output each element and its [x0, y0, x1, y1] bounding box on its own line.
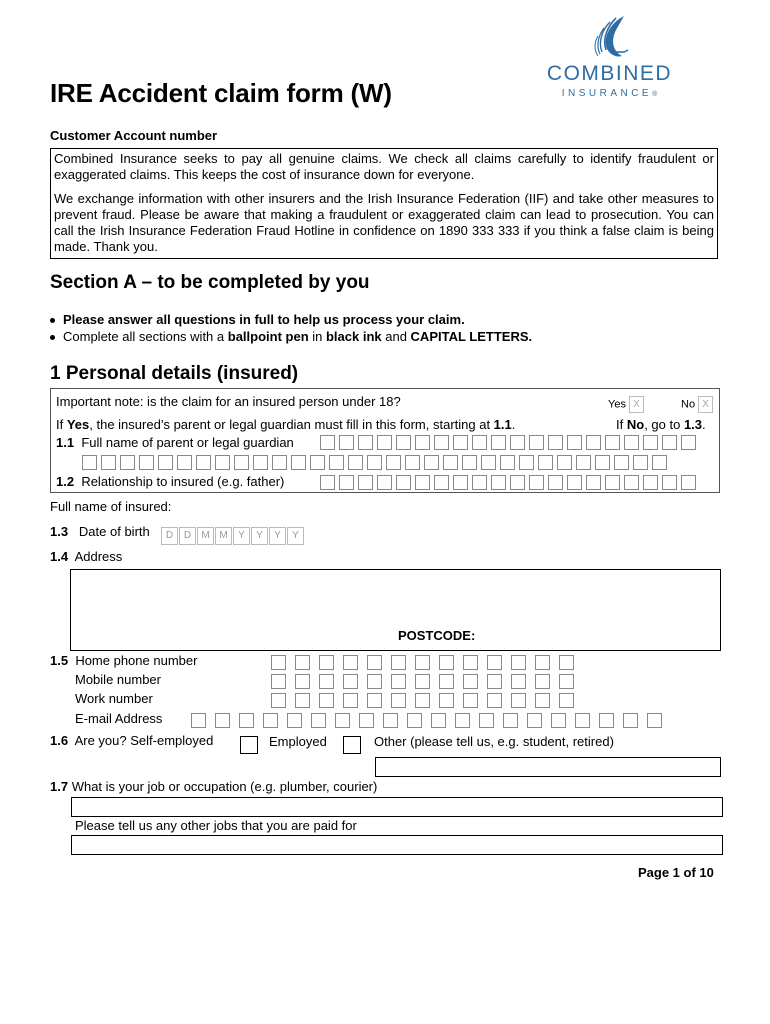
personal-details-heading: 1 Personal details (insured) — [50, 363, 299, 384]
mobile-label: Mobile number — [75, 672, 161, 687]
bullet-complete-sections: Complete all sections with a ballpoint pen in black ink and CAPITAL LETTERS. — [50, 329, 532, 344]
no-checkbox[interactable]: X — [698, 396, 713, 413]
other-jobs-field[interactable] — [71, 835, 723, 855]
intro-paragraph-1: Combined Insurance seeks to pay all genuine claims. We check all claims carefully to identify fraudulent or exaggerated claims. This keeps the cost of insurance down for everyone. — [54, 151, 714, 182]
intro-notice-box — [50, 148, 718, 259]
guardian-name-cells-row2[interactable] — [82, 455, 667, 470]
q1-4-label: 1.4 Address — [50, 549, 123, 564]
full-name-insured-label: Full name of insured: — [50, 499, 172, 514]
employed-label: Employed — [269, 734, 327, 749]
employed-checkbox[interactable] — [343, 736, 361, 754]
home-phone-cells[interactable] — [271, 655, 574, 670]
yes-checkbox[interactable]: X — [629, 396, 644, 413]
occupation-field[interactable] — [71, 797, 723, 817]
other-label: Other (please tell us, e.g. student, retired) — [374, 734, 614, 749]
self-employed-checkbox[interactable] — [240, 736, 258, 754]
if-yes-instruction: If Yes, the insured’s parent or legal guardian must fill in this form, starting at 1.1. — [56, 417, 516, 432]
email-cells[interactable] — [191, 713, 662, 728]
email-label: E-mail Address — [75, 711, 163, 726]
work-number-label: Work number — [75, 691, 153, 706]
page-number: Page 1 of 10 — [638, 865, 714, 880]
other-occupation-field[interactable] — [375, 757, 721, 777]
q1-2-label: 1.2 Relationship to insured (e.g. father) — [56, 474, 285, 489]
if-no-instruction: If No, go to 1.3. — [616, 417, 706, 432]
postcode-label: POSTCODE: — [398, 628, 476, 643]
other-jobs-label: Please tell us any other jobs that you are paid for — [75, 818, 357, 833]
mobile-cells[interactable] — [271, 674, 574, 689]
relationship-cells[interactable] — [320, 475, 696, 490]
customer-account-label: Customer Account number — [50, 128, 218, 143]
logo-subtitle: INSURANCE® — [561, 88, 658, 99]
q1-3-label: 1.3 Date of birth — [50, 524, 150, 539]
bullet-answer-all: Please answer all questions in full to help us process your claim. — [50, 312, 465, 327]
no-option: No X — [681, 396, 713, 413]
yes-option: Yes X — [608, 396, 644, 413]
address-field[interactable] — [70, 569, 721, 651]
q1-1-label: 1.1 Full name of parent or legal guardian — [56, 435, 294, 450]
section-a-heading: Section A – to be completed by you — [50, 272, 370, 293]
q1-5-label: 1.5 Home phone number — [50, 653, 198, 668]
work-number-cells[interactable] — [271, 693, 574, 708]
date-of-birth-cells[interactable]: D D M M Y Y Y Y — [161, 527, 304, 545]
combined-insurance-logo — [512, 12, 707, 104]
swan-logo-icon — [512, 12, 707, 62]
logo-wordmark: COMBINED — [546, 62, 673, 85]
q1-6-label: 1.6 Are you? Self-employed — [50, 733, 214, 748]
intro-paragraph-2: We exchange information with other insurers and the Irish Insurance Federation (IIF) and take other measures to prevent fraud. Please be aware that making a fraudulent or exaggerated claim can lead to prosecution. You can call the Irish Insurance Federation Fraud Hotline in confidence on 1890 333 333 if you think a false claim is being made. Thank you. — [54, 191, 714, 254]
q1-7-label: 1.7 What is your job or occupation (e.g. plumber, courier) — [50, 779, 378, 794]
form-title: IRE Accident claim form (W) — [50, 78, 392, 108]
under-18-note: Important note: is the claim for an insured person under 18? — [56, 394, 401, 409]
guardian-name-cells-row1[interactable] — [320, 435, 696, 450]
